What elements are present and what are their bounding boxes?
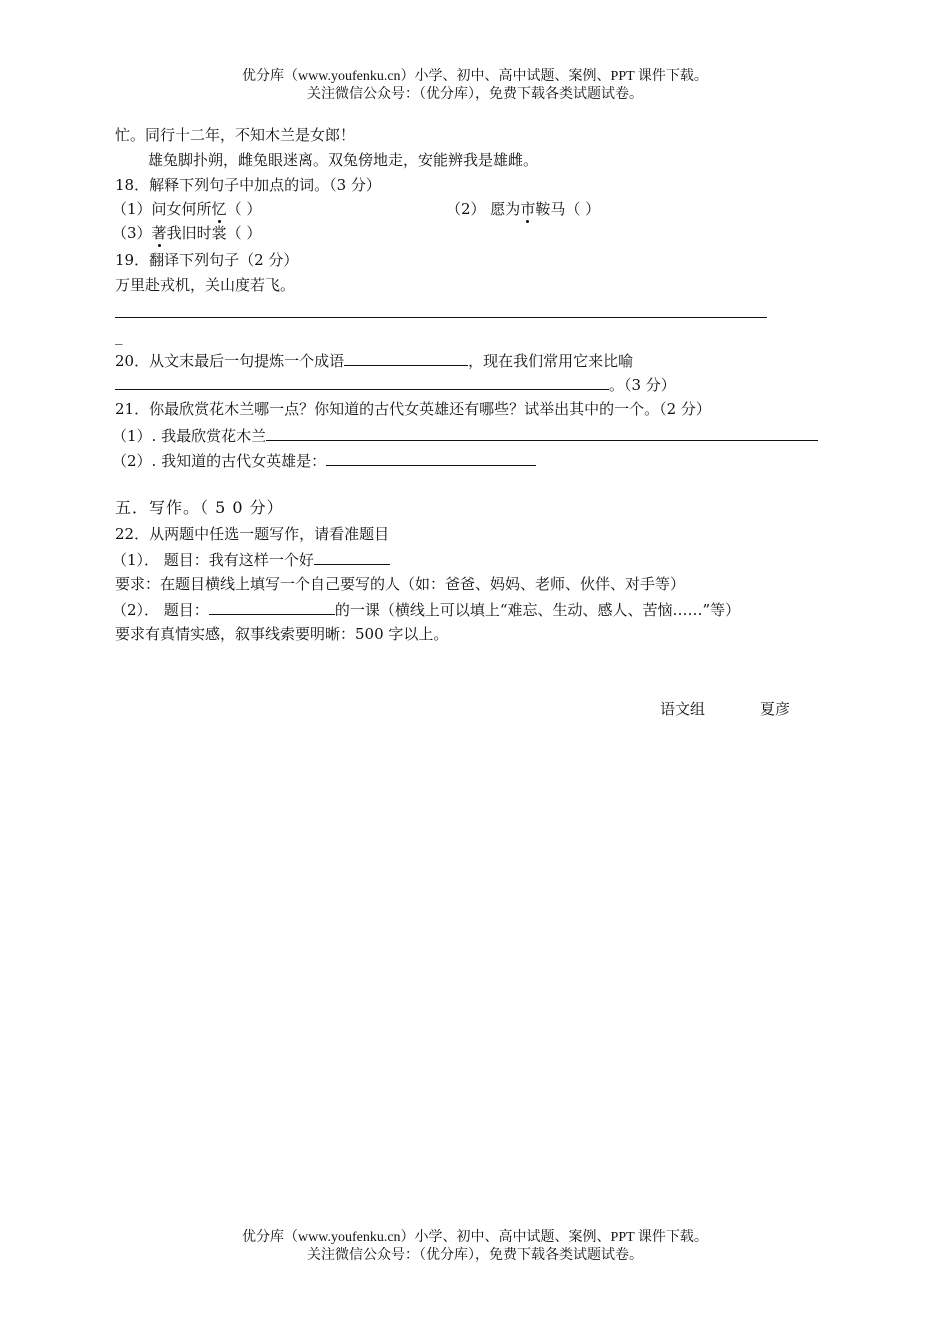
heroine-blank[interactable] xyxy=(326,450,536,466)
q19-title: 19．翻译下列句子（2 分） xyxy=(115,251,299,269)
q22-title: 22．从两题中任选一题写作，请看准题目 xyxy=(115,525,390,543)
q18-item-1 xyxy=(112,199,261,219)
answer-line[interactable] xyxy=(115,317,767,318)
signature-group: 语文组 xyxy=(660,700,706,718)
q22-option-2-text-post: 的一课（横线上可以填上“难忘、生动、感人、苦恼……”等） xyxy=(334,601,741,619)
section-heading: 五．写作。（ 5 0 分） xyxy=(115,498,284,517)
q21-item-2-text: （2）. 我知道的古代女英雄是： xyxy=(112,452,327,470)
dotted-word: 著 xyxy=(151,224,167,242)
q18-item-3 xyxy=(112,223,261,243)
q21-item-2 xyxy=(112,450,536,471)
q22-option-1-text: （1）． 题目：我有这样一个好 xyxy=(112,551,314,569)
q18-item-1-blank: （ ） xyxy=(226,200,262,218)
q18-item-3-blank: （ ） xyxy=(226,224,262,242)
q18-item-3-text-post: 我旧时裳 xyxy=(166,224,227,242)
q21-title: 21．你最欣赏花木兰哪一点？你知道的古代女英雄还有哪些？试举出其中的一个。（2 分） xyxy=(115,400,711,418)
q18-item-1-text: （1）问女何所 xyxy=(112,200,212,218)
dotted-word: 市 xyxy=(520,200,536,218)
q22-requirement-1: 要求：在题目横线上填写一个自己要写的人（如：爸爸、妈妈、老师、伙伴、对手等） xyxy=(115,575,686,593)
admire-blank[interactable] xyxy=(266,425,818,441)
q18-item-2 xyxy=(446,199,600,219)
q21-item-1-text: （1）. 我最欣赏花木兰 xyxy=(112,427,267,445)
q22-option-2-text: （2）． 题目： xyxy=(112,601,209,619)
q18-item-3-text: （3） xyxy=(112,224,152,242)
idiom-blank[interactable] xyxy=(344,350,468,366)
q20-line-2 xyxy=(115,374,676,395)
q20-line-1 xyxy=(115,350,633,371)
q18-item-2-text: （2） 愿为 xyxy=(446,200,521,218)
q22-option-2 xyxy=(112,599,740,620)
poem-line-1: 忙。同行十二年，不知木兰是女郎！ xyxy=(115,126,356,144)
title-blank-1[interactable] xyxy=(314,549,390,565)
header-line-1: 优分库（www.youfenku.cn）小学、初中、高中试题、案例、PPT 课件下载。 xyxy=(242,69,708,84)
q22-option-1 xyxy=(112,549,390,570)
q18-item-2-blank: （ ） xyxy=(565,200,601,218)
meaning-blank[interactable] xyxy=(115,374,609,390)
footer-line-1: 优分库（www.youfenku.cn）小学、初中、高中试题、案例、PPT 课件下载。 xyxy=(242,1230,708,1245)
dotted-word: 忆 xyxy=(211,200,227,218)
poem-line-2: 雄兔脚扑朔，雌兔眼迷离。双兔傍地走，安能辨我是雄雌。 xyxy=(148,151,539,169)
q20-end: 。（3 分） xyxy=(609,376,676,394)
q20-text-2: ，现在我们常用它来比喻 xyxy=(468,352,634,370)
signature-name: 夏彦 xyxy=(760,700,791,718)
footer-line-2: 关注微信公众号：（优分库），免费下载各类试题试卷。 xyxy=(307,1248,643,1263)
title-blank-2[interactable] xyxy=(209,599,335,615)
q18-title: 18．解释下列句子中加点的词。（3 分） xyxy=(115,176,381,194)
header-line-2: 关注微信公众号：（优分库），免费下载各类试题试卷。 xyxy=(307,87,643,102)
q19-sentence: 万里赴戎机，关山度若飞。 xyxy=(115,276,296,294)
q22-requirement-2: 要求有真情实感，叙事线索要明晰：500 字以上。 xyxy=(115,625,449,643)
q20-text: 20．从文末最后一句提炼一个成语 xyxy=(115,352,345,370)
q21-item-1 xyxy=(112,425,818,446)
q18-item-2-text-post: 鞍马 xyxy=(535,200,566,218)
q19-tail: _ xyxy=(115,327,123,345)
